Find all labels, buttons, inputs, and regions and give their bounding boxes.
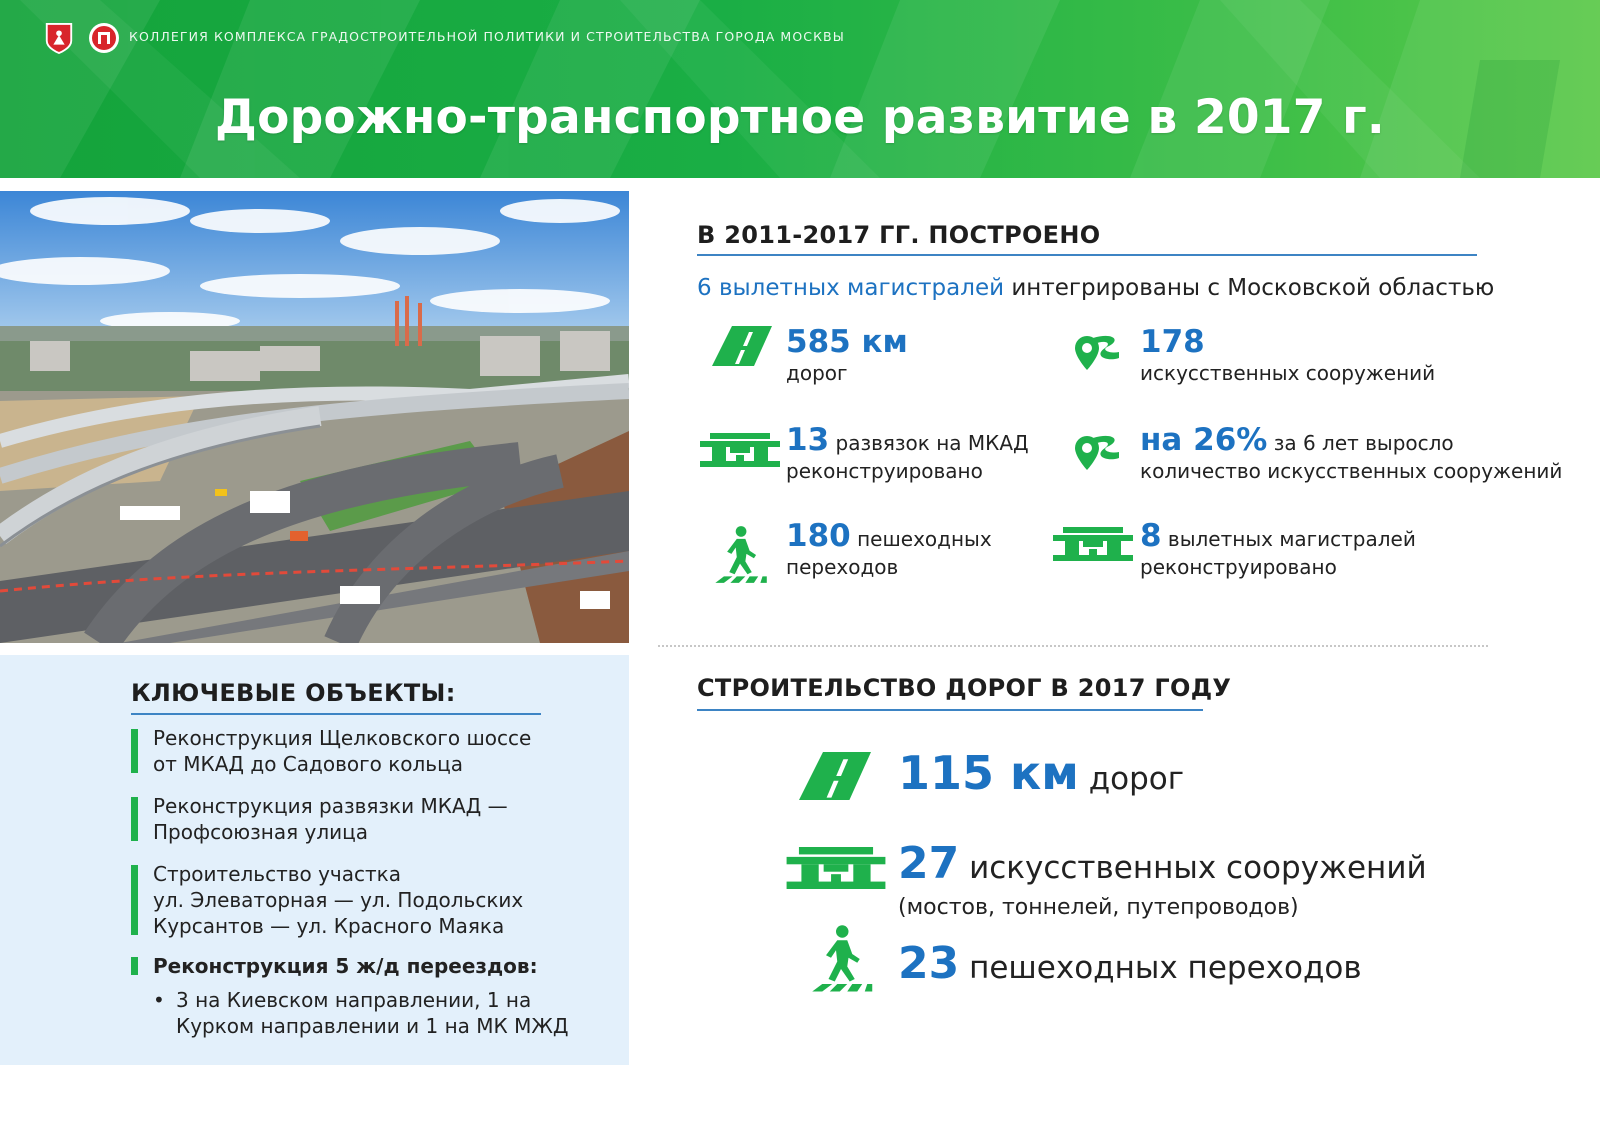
organization-name: КОЛЛЕГИЯ КОМПЛЕКСА ГРАДОСТРОИТЕЛЬНОЙ ПОЛИТИКИ И СТРОИТЕЛЬСТВА ГОРОДА МОСКВЫ — [129, 29, 845, 44]
built-intro — [697, 275, 1494, 301]
key-objects-underline — [131, 713, 541, 715]
stat-number: 178 — [1140, 324, 1205, 360]
interchange-icon — [1053, 527, 1133, 561]
stat-number: 8 — [1140, 518, 1162, 554]
road-interchange-photo — [0, 191, 629, 643]
stat-text: развязок на МКАД — [829, 431, 1029, 455]
moscow-coat-of-arms-icon — [44, 22, 74, 54]
item-marker — [131, 797, 138, 841]
built-stat-crossings — [786, 518, 992, 581]
stat-number: 23 — [898, 938, 960, 989]
built-stat-structures — [1140, 324, 1436, 387]
road-icon — [711, 326, 773, 366]
built-stat-growth — [1140, 422, 1563, 485]
interchange-icon — [699, 433, 781, 467]
map-pin-road-icon — [1062, 330, 1124, 378]
stat-text-line2: реконструировано — [786, 459, 983, 483]
key-objects-title: КЛЮЧЕВЫЕ ОБЪЕКТЫ: — [131, 679, 456, 707]
pedestrian-icon — [710, 525, 770, 585]
pedestrian-icon — [806, 924, 876, 994]
bullet-dot: • — [153, 988, 165, 1012]
roads2017-stat-structures — [898, 838, 1427, 889]
interchange-icon — [786, 847, 886, 889]
item-marker — [131, 957, 138, 975]
item-line: Курсантов — ул. Красного Маяка — [153, 914, 505, 938]
stat-text-line2: количество искусственных сооружений — [1140, 459, 1563, 483]
stat-number: 180 — [786, 518, 851, 554]
stat-text: искусственных сооружений — [959, 850, 1427, 886]
stat-text: вылетных магистралей — [1161, 527, 1416, 551]
item-line: Реконструкция Щелковского шоссе — [153, 726, 532, 750]
item-marker — [131, 865, 138, 935]
item-line: ул. Элеваторная — ул. Подольских — [153, 888, 524, 912]
built-stat-highways — [1140, 518, 1416, 581]
item-line: Реконструкция развязки МКАД — — [153, 794, 508, 818]
header-banner — [0, 0, 1600, 178]
stat-text: пешеходных — [850, 527, 992, 551]
map-pin-road-icon — [1062, 430, 1124, 478]
item-line: Реконструкция 5 ж/д переездов: — [153, 954, 538, 978]
stat-text-line2: реконструировано — [1140, 555, 1337, 579]
stat-number: 585 км — [786, 324, 908, 360]
built-section-title: В 2011-2017 ГГ. ПОСТРОЕНО — [697, 221, 1101, 249]
roads2017-structures-note: (мостов, тоннелей, путепроводов) — [898, 895, 1299, 920]
item-line: Профсоюзная улица — [153, 820, 368, 844]
stat-text-line2: искусственных сооружений — [1140, 361, 1436, 385]
stat-number: 27 — [898, 838, 960, 889]
stat-text-line2: переходов — [786, 555, 899, 579]
built-section-underline — [697, 254, 1477, 256]
roads2017-stat-crossings — [898, 938, 1362, 989]
stat-text-line2: дорог — [786, 361, 848, 385]
bullet-line: Курком направлении и 1 на МК МЖД — [176, 1014, 569, 1038]
intro-highlight: 6 вылетных магистралей — [697, 275, 1005, 301]
section-divider — [658, 645, 1488, 647]
item-line: Строительство участка — [153, 862, 401, 886]
item-line: от МКАД до Садового кольца — [153, 752, 463, 776]
key-object-item — [131, 953, 538, 979]
header-pattern — [0, 0, 1600, 178]
bullet-line: 3 на Киевском направлении, 1 на — [176, 988, 532, 1012]
road-icon — [794, 752, 876, 800]
roads2017-section-title: СТРОИТЕЛЬСТВО ДОРОГ В 2017 ГОДУ — [697, 674, 1232, 702]
roads2017-section-underline — [697, 709, 1203, 711]
stat-text: за 6 лет выросло — [1267, 431, 1454, 455]
built-stat-interchanges — [786, 422, 1029, 485]
roads2017-stat-roads — [898, 746, 1184, 800]
item-marker — [131, 729, 138, 773]
intro-rest: интегрированы с Московской областью — [1004, 275, 1495, 301]
built-stat-roads — [786, 324, 908, 387]
key-objects-panel — [0, 655, 629, 1065]
stat-text: дорог — [1078, 761, 1185, 797]
key-object-item — [131, 725, 531, 777]
stat-number: 115 км — [898, 746, 1079, 800]
page-title: Дорожно-транспортное развитие в 2017 г. — [215, 90, 1385, 145]
key-object-item — [131, 861, 523, 939]
college-emblem-icon — [88, 22, 120, 54]
key-object-item — [131, 793, 508, 845]
stat-number: на 26% — [1140, 422, 1268, 458]
stat-text: пешеходных переходов — [959, 950, 1362, 986]
stat-number: 13 — [786, 422, 830, 458]
